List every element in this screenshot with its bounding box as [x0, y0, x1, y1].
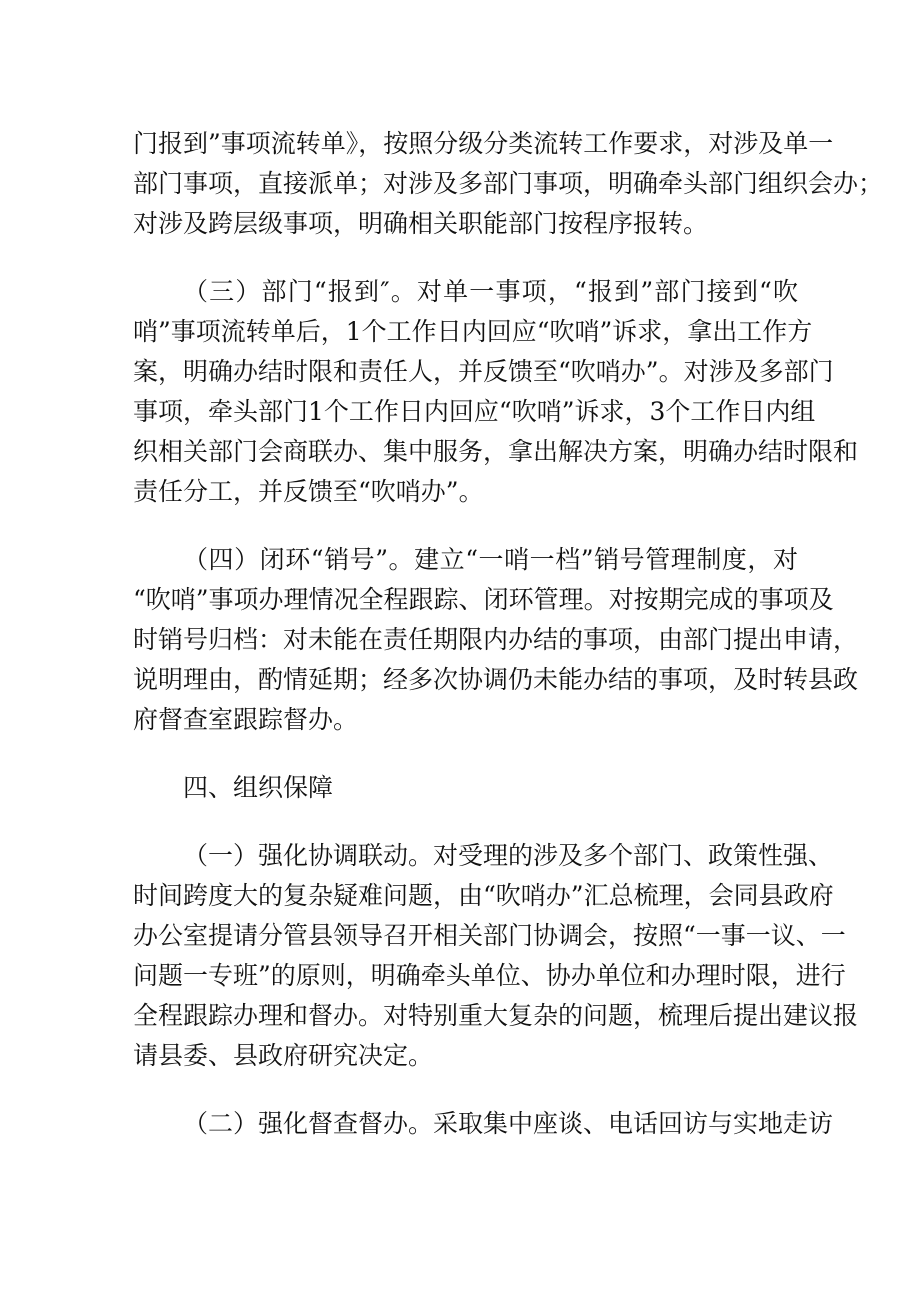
paragraph-line: 责任分工，并反馈至“吹哨办”。 — [133, 477, 484, 506]
paragraph-1 — [133, 124, 884, 244]
paragraph-line: 事项，牵头部门1个工作日内回应“吹哨”诉求，3个工作日内组 — [133, 397, 816, 426]
paragraph-5 — [133, 1104, 834, 1144]
paragraph-line: 哨”事项流转单后，1个工作日内回应“吹哨”诉求，拿出工作方 — [133, 317, 813, 346]
paragraph-line: （二）强化督查督办。采取集中座谈、电话回访与实地走访 — [183, 1109, 834, 1138]
paragraph-line: 时间跨度大的复杂疑难问题，由“吹哨办”汇总梳理，会同县政府 — [133, 881, 834, 910]
paragraph-line: （三）部门“报到″。对单一事项，“报到”部门接到“吹 — [183, 277, 798, 306]
paragraph-line: 织相关部门会商联办、集中服务，拿出解决方案，明确办结时限和 — [133, 437, 859, 466]
section-heading: 四、组织保障 — [183, 773, 334, 802]
paragraph-line: 部门事项，直接派单；对涉及多部门事项，明确牵头部门组织会办； — [133, 169, 884, 198]
paragraph-line: 门报到”事项流转单》，按照分级分类流转工作要求，对涉及单一 — [133, 129, 834, 158]
paragraph-2 — [133, 272, 859, 512]
paragraph-line: 案，明确办结时限和责任人，并反馈至“吹哨办”。对涉及多部门 — [133, 357, 834, 386]
paragraph-line: 请县委、县政府研究决定。 — [133, 1041, 434, 1070]
paragraph-line: （四）闭环“销号”。建立“一哨一档”销号管理制度，对 — [183, 545, 798, 574]
paragraph-line: 对涉及跨层级事项，明确相关职能部门按程序报转。 — [133, 209, 709, 238]
paragraph-line: 说明理由，酌情延期；经多次协调仍未能办结的事项，及时转县政 — [133, 665, 859, 694]
paragraph-line: 办公室提请分管县领导召开相关部门协调会，按照“一事一议、一 — [133, 921, 846, 950]
section-heading-block — [133, 768, 798, 808]
document-body — [133, 124, 884, 1144]
paragraph-4 — [133, 836, 859, 1076]
paragraph-line: 全程跟踪办理和督办。对特别重大复杂的问题，梳理后提出建议报 — [133, 1001, 859, 1030]
paragraph-line: 问题一专班”的原则，明确牵头单位、协办单位和办理时限，进行 — [133, 961, 846, 990]
paragraph-line: “吹哨”事项办理情况全程跟踪、闭环管理。对按期完成的事项及 — [133, 585, 834, 614]
paragraph-line: 时销号归档：对未能在责任期限内办结的事项，由部门提出申请， — [133, 625, 859, 654]
paragraph-line: 府督查室跟踪督办。 — [133, 705, 359, 734]
paragraph-line: （一）强化协调联动。对受理的涉及多个部门、政策性强、 — [183, 841, 834, 870]
paragraph-3 — [133, 540, 859, 740]
